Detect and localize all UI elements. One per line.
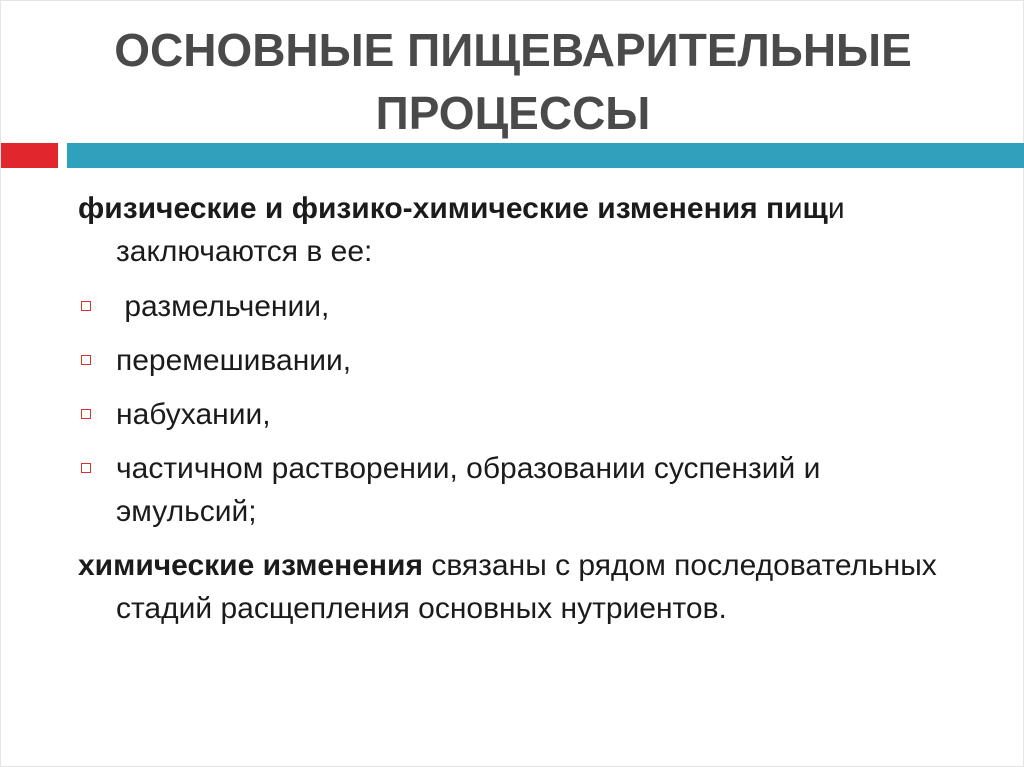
closing-paragraph [78,544,968,630]
list-item [78,393,968,436]
list-item [78,447,968,533]
list-item-text: перемешивании, [116,344,352,377]
accent-bar-blue [67,143,1024,168]
bullet-list [78,285,968,533]
list-item [78,339,968,382]
intro-paragraph [78,187,968,273]
list-item-text: частичном растворении, образовании суспензий и эмульсий; [116,452,821,528]
list-item-text: набухании, [116,398,271,431]
square-bullet-icon [81,355,91,365]
intro-bold-text: физические и физико-химические изменения пищ [78,192,828,225]
square-bullet-icon [81,463,91,473]
intro-regular-text: и заключаются в ее: [116,192,845,268]
list-item-text: размельчении, [116,290,330,323]
square-bullet-icon [81,409,91,419]
accent-bar-red [1,143,58,168]
closing-bold-text: химические изменения [78,549,423,582]
slide-title: ОСНОВНЫЕ ПИЩЕВАРИТЕЛЬНЫЕ ПРОЦЕССЫ [114,24,912,139]
list-item [78,285,968,328]
square-bullet-icon [81,301,91,311]
closing-regular-text: связаны с рядом последовательных стадий расщепления основных нутриентов. [116,549,937,625]
slide-body [78,187,968,642]
